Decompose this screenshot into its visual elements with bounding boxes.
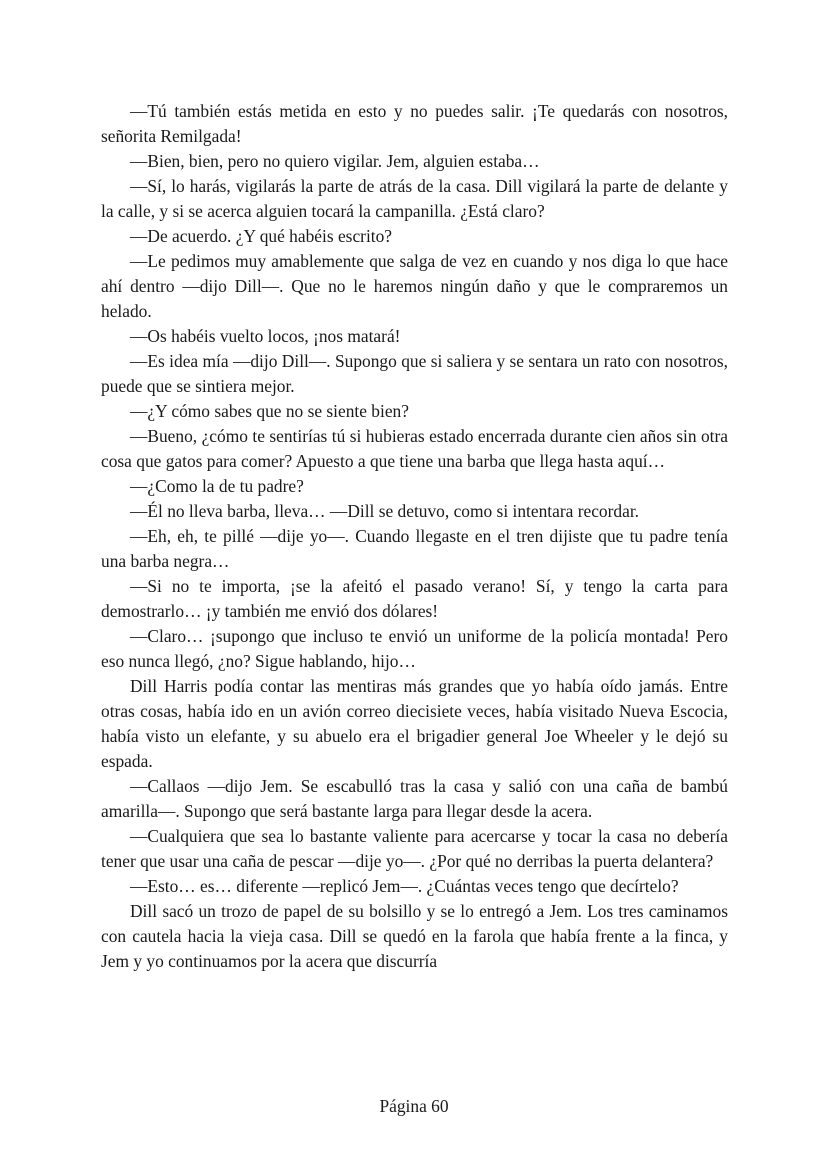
paragraph: —Callaos —dijo Jem. Se escabulló tras la casa y salió con una caña de bambú amarilla—. Supongo que será bastante larga para llegar desde la acera. xyxy=(101,776,728,821)
paragraph: —Le pedimos muy amablemente que salga de vez en cuando y nos diga lo que hace ahí dentro —dijo Dill—. Que no le haremos ningún daño y que le compraremos un helado. xyxy=(101,251,728,321)
page-body xyxy=(101,99,728,974)
paragraph: —Es idea mía —dijo Dill—. Supongo que si saliera y se sentara un rato con nosotros, puede que se sintiera mejor. xyxy=(101,351,728,396)
paragraph: —Si no te importa, ¡se la afeitó el pasado verano! Sí, y tengo la carta para demostrarlo… ¡y también me envió dos dólares! xyxy=(101,576,728,621)
paragraph: —Sí, lo harás, vigilarás la parte de atrás de la casa. Dill vigilará la parte de delante y la calle, y si se acerca alguien tocará la campanilla. ¿Está claro? xyxy=(101,176,728,221)
paragraph: —Eh, eh, te pillé —dije yo—. Cuando llegaste en el tren dijiste que tu padre tenía una barba negra… xyxy=(101,526,728,571)
paragraph: —Cualquiera que sea lo bastante valiente para acercarse y tocar la casa no debería tener que usar una caña de pescar —dije yo—. ¿Por qué no derribas la puerta delantera? xyxy=(101,826,728,871)
paragraph: —Él no lleva barba, lleva… —Dill se detuvo, como si intentara recordar. xyxy=(130,501,639,521)
paragraph: —¿Como la de tu padre? xyxy=(130,476,304,496)
paragraph: —Bien, bien, pero no quiero vigilar. Jem, alguien estaba… xyxy=(130,151,540,171)
paragraph: —Claro… ¡supongo que incluso te envió un uniforme de la policía montada! Pero eso nunca llegó, ¿no? Sigue hablando, hijo… xyxy=(101,626,728,671)
page-number: Página 60 xyxy=(379,1096,449,1116)
paragraph: —Bueno, ¿cómo te sentirías tú si hubieras estado encerrada durante cien años sin otra cosa que gatos para comer? Apuesto a que tiene una barba que llega hasta aquí… xyxy=(101,426,728,471)
paragraph: Dill sacó un trozo de papel de su bolsillo y se lo entregó a Jem. Los tres caminamos con cautela hacia la vieja casa. Dill se quedó en la farola que había frente a la finca, y Jem y yo continuamos por la acera que discurría xyxy=(101,901,728,971)
paragraph: —Os habéis vuelto locos, ¡nos matará! xyxy=(130,326,401,346)
paragraph: —De acuerdo. ¿Y qué habéis escrito? xyxy=(130,226,393,246)
paragraph: —Tú también estás metida en esto y no puedes salir. ¡Te quedarás con nosotros, señorita Remilgada! xyxy=(101,101,728,146)
paragraph: —Esto… es… diferente —replicó Jem—. ¿Cuántas veces tengo que decírtelo? xyxy=(130,876,679,896)
paragraph: —¿Y cómo sabes que no se siente bien? xyxy=(130,401,409,421)
paragraph: Dill Harris podía contar las mentiras más grandes que yo había oído jamás. Entre otras cosas, había ido en un avión correo diecisiete veces, había visitado Nueva Escocia, había visto un elefante, y su abuelo era el brigadier general Joe Wheeler y le dejó su espada. xyxy=(101,676,728,771)
